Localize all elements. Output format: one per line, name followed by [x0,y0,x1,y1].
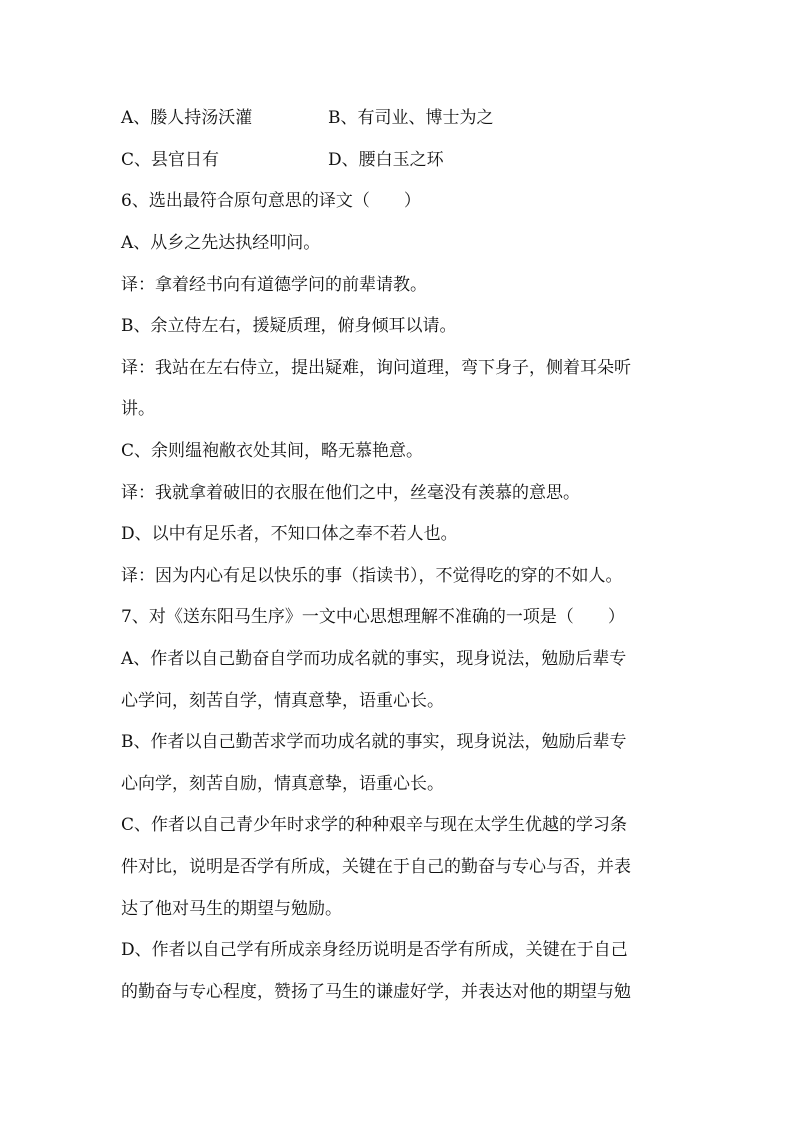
q7-option-a-cont: 心学问，刻苦自学，情真意挚，语重心长。 [121,691,444,711]
q7-option-a: A、作者以自己勤奋自学而功成名就的事实，现身说法，勉励后辈专 [121,649,627,669]
q7-option-d-cont: 的勤奋与专心程度，赞扬了马生的谦虚好学，并表达对他的期望与勉 [121,982,631,1002]
q7-option-b-cont: 心向学，刻苦自励，情真意挚，语重心长。 [121,774,444,794]
q6-option-c-translation: 译：我就拿着破旧的衣服在他们之中，丝毫没有羡慕的意思。 [121,483,580,503]
q6-option-b-translation-cont: 讲。 [121,399,155,419]
q6-stem: 6、选出最符合原句意思的译文（ ） [121,191,421,211]
q6-option-c: C、余则缊袍敝衣处其间，略无慕艳意。 [121,441,424,461]
q6-option-b-translation: 译：我站在左右侍立，提出疑难，询问道理，弯下身子，侧着耳朵听 [121,358,631,378]
q5-options-row-1 [121,106,494,130]
q7-option-d: D、作者以自己学有所成亲身经历说明是否学有所成，关键在于自己 [121,940,628,960]
q6-option-a: A、从乡之先达执经叩问。 [121,233,321,253]
q7-stem: 7、对《送东阳马生序》一文中心思想理解不准确的一项是（ ） [121,607,625,627]
q5-option-b: B、有司业、博士为之 [328,108,494,128]
q7-option-c: C、作者以自己青少年时求学的种种艰辛与现在太学生优越的学习条 [121,815,628,835]
q6-option-a-translation: 译：拿着经书向有道德学问的前辈请教。 [121,275,427,295]
q5-option-c: C、县官日有 [121,150,220,170]
q7-option-c-cont: 件对比，说明是否学有所成，关键在于自己的勤奋与专心与否，并表 [121,857,631,877]
q6-option-b: B、余立侍左右，援疑质理，俯身倾耳以请。 [121,316,457,336]
q6-option-d: D、以中有足乐者，不知口体之奉不若人也。 [121,524,458,544]
q7-option-c-cont-2: 达了他对马生的期望与勉励。 [121,899,342,919]
q7-option-b: B、作者以自己勤苦求学而功成名就的事实，现身说法，勉励后辈专 [121,732,627,752]
q5-option-d: D、腰白玉之环 [328,150,444,170]
q5-option-a: A、媵人持汤沃灌 [121,108,253,128]
q6-option-d-translation: 译：因为内心有足以快乐的事（指读书），不觉得吃的穿的不如人。 [121,566,623,586]
q5-options-row-2 [121,148,444,172]
